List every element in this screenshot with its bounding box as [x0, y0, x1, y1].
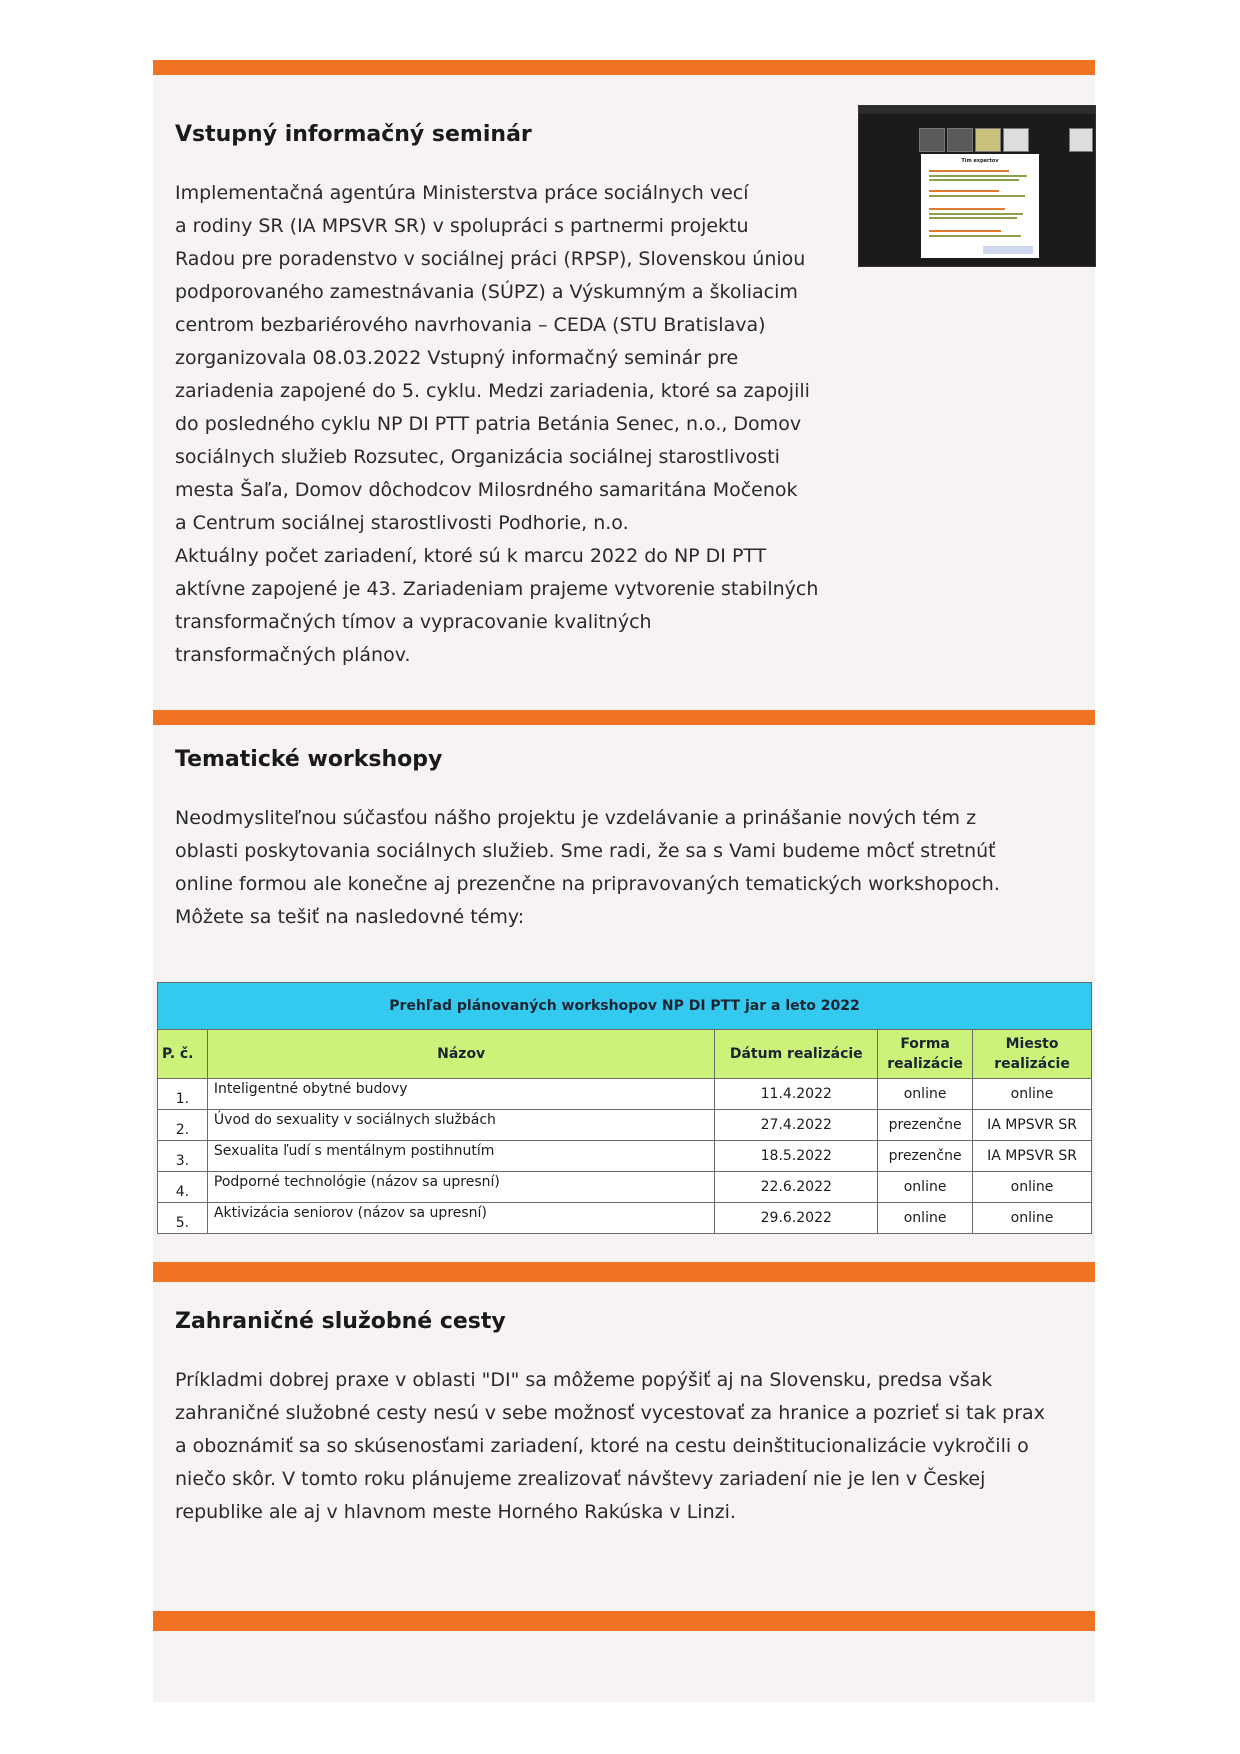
- row-number: 3.: [158, 1141, 208, 1172]
- slide-text-line: [929, 170, 1009, 172]
- table-row: [158, 1141, 1092, 1172]
- accent-bar-lower: [153, 1262, 1095, 1282]
- row-form: prezenčne: [878, 1141, 973, 1172]
- slide-text-line: [929, 208, 1005, 210]
- row-date: 22.6.2022: [715, 1172, 878, 1203]
- accent-bar-top: [153, 60, 1095, 75]
- slide-text-line: [929, 179, 1019, 181]
- seminar-screenshot-image: [858, 105, 1096, 267]
- col-header-number: P. č.: [158, 1030, 208, 1079]
- row-place: IA MPSVR SR: [973, 1110, 1092, 1141]
- trips-title: Zahraničné služobné cesty: [175, 1309, 506, 1334]
- participant-tile: [919, 128, 945, 152]
- row-date: 27.4.2022: [715, 1110, 878, 1141]
- slide-text-line: [929, 195, 1025, 197]
- row-number: 5.: [158, 1203, 208, 1234]
- seminar-title: Vstupný informačný seminár: [175, 122, 532, 147]
- row-number: 2.: [158, 1110, 208, 1141]
- participant-tile: [1003, 128, 1029, 152]
- workshops-table: [157, 982, 1092, 1234]
- table-row: [158, 1203, 1092, 1234]
- row-number: 4.: [158, 1172, 208, 1203]
- row-name: Úvod do sexuality v sociálnych službách: [207, 1110, 715, 1141]
- row-name: Inteligentné obytné budovy: [207, 1079, 715, 1110]
- col-header-place: Miesto realizácie: [973, 1030, 1092, 1079]
- table-row: [158, 1172, 1092, 1203]
- table-caption: Prehľad plánovaných workshopov NP DI PTT jar a leto 2022: [158, 983, 1092, 1030]
- participant-tile: [947, 128, 973, 152]
- newsletter-page: [153, 60, 1095, 1702]
- slide-text-line: [929, 230, 1001, 232]
- row-date: 11.4.2022: [715, 1079, 878, 1110]
- row-place: online: [973, 1203, 1092, 1234]
- accent-bar-middle: [153, 710, 1095, 725]
- col-header-form: Forma realizácie: [878, 1030, 973, 1079]
- row-form: online: [878, 1203, 973, 1234]
- workshops-title: Tematické workshopy: [175, 747, 443, 772]
- slide-text-line: [929, 175, 1027, 177]
- table-row: [158, 1110, 1092, 1141]
- row-place: IA MPSVR SR: [973, 1141, 1092, 1172]
- slide-title: Tím expertov: [961, 158, 999, 164]
- participant-tile: [975, 128, 1001, 152]
- row-place: online: [973, 1172, 1092, 1203]
- row-number: 1.: [158, 1079, 208, 1110]
- row-name: Sexualita ľudí s mentálnym postihnutím: [207, 1141, 715, 1172]
- video-call-topbar: [859, 106, 1095, 114]
- col-header-name: Názov: [207, 1030, 715, 1079]
- slide-text-line: [929, 190, 999, 192]
- row-form: online: [878, 1172, 973, 1203]
- row-form: prezenčne: [878, 1110, 973, 1141]
- col-header-date: Dátum realizácie: [715, 1030, 878, 1079]
- row-name: Podporné technológie (názov sa upresní): [207, 1172, 715, 1203]
- slide-text-line: [929, 213, 1023, 215]
- accent-bar-bottom: [153, 1611, 1095, 1631]
- trips-body: Príkladmi dobrej praxe v oblasti "DI" sa môžeme popýšiť aj na Slovensku, predsa však zahraničné služobné cesty nesú v sebe možnosť vycestovať za hranice a pozrieť si tak prax a oboznámiť sa so skúsenosťami zariadení, ktoré na cestu deinštitucionalizácie vykročili o niečo skôr. V tomto roku plánujeme zrealizovať návštevy zariadení nie je len v Českej republike ale aj v hlavnom meste Horného Rakúska v Linzi.: [175, 1369, 1045, 1523]
- row-name: Aktivizácia seniorov (názov sa upresní): [207, 1203, 715, 1234]
- row-form: online: [878, 1079, 973, 1110]
- seminar-body: Implementačná agentúra Ministerstva práce sociálnych vecí a rodiny SR (IA MPSVR SR) v spolupráci s partnermi projektu Radou pre poradenstvo v sociálnej práci (RPSP), Slovenskou úniou podporovaného zamestnávania (SÚPZ) a Výskumným a školiacim centrom bezbariérového navrhovania – CEDA (STU Bratislava) zorganizovala 08.03.2022 Vstupný informačný seminár pre zariadenia zapojené do 5. cyklu. Medzi zariadenia, ktoré sa zapojili do posledného cyklu NP DI PTT patria Betánia Senec, n.o., Domov sociálnych služieb Rozsutec, Organizácia sociálnej starostlivosti mesta Šaľa, Domov dôchodcov Milosrdného samaritána Močenok a Centrum sociálnej starostlivosti Podhorie, n.o. Aktuálny počet zariadení, ktoré sú k marcu 2022 do NP DI PTT aktívne zapojené je 43. Zariadeniam prajeme vytvorenie stabilných transformačných tímov a vypracovanie kvalitných transformačných plánov.: [175, 182, 819, 666]
- workshops-body: Neodmysliteľnou súčasťou nášho projektu je vzdelávanie a prinášanie nových tém z oblasti poskytovania sociálnych služieb. Sme radi, že sa s Vami budeme môcť stretnúť online formou ale konečne aj prezenčne na pripravovaných tematických workshopoch. Môžete sa tešiť na nasledovné témy:: [175, 807, 1000, 928]
- presentation-slide: [921, 154, 1039, 258]
- slide-logos: [983, 246, 1033, 254]
- slide-text-line: [929, 217, 1017, 219]
- slide-text-line: [929, 235, 1021, 237]
- row-date: 18.5.2022: [715, 1141, 878, 1172]
- row-place: online: [973, 1079, 1092, 1110]
- table-row: [158, 1079, 1092, 1110]
- row-date: 29.6.2022: [715, 1203, 878, 1234]
- participant-tile: [1069, 128, 1093, 152]
